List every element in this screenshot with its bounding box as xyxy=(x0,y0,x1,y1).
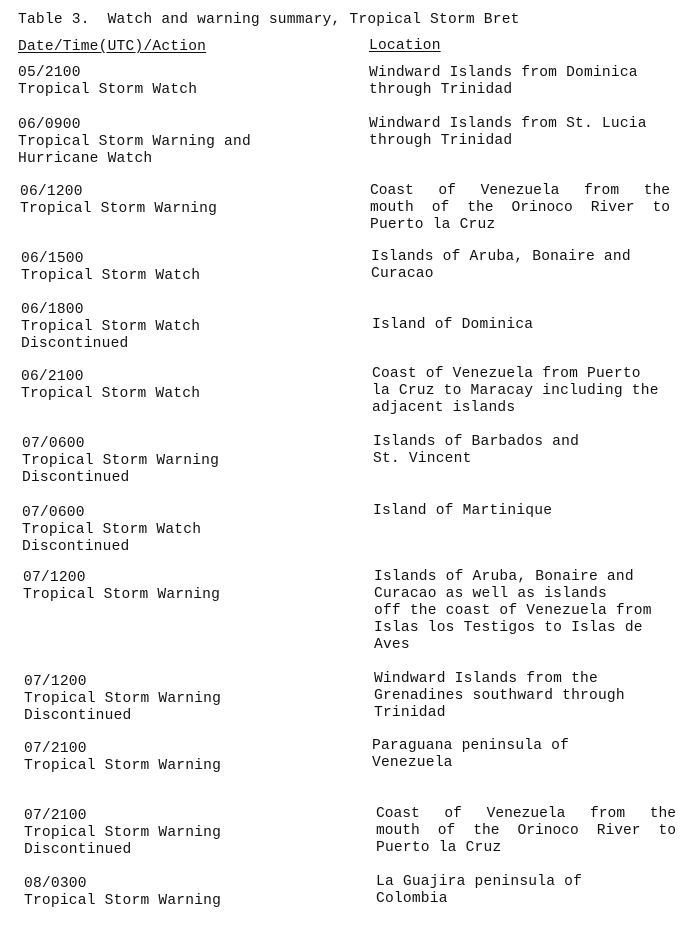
action: Tropical Storm Warning xyxy=(20,201,218,217)
location-line: Aves xyxy=(374,637,410,653)
row-datetime-action xyxy=(18,117,251,168)
location-line: Coast of Venezuela from the xyxy=(376,806,676,822)
location-line: Curacao xyxy=(371,266,434,282)
row-location xyxy=(369,116,647,150)
location-line: through Trinidad xyxy=(369,133,513,149)
location-line: Puerto la Cruz xyxy=(370,217,496,233)
datetime: 06/0900 xyxy=(18,117,81,133)
row-location xyxy=(373,434,579,468)
action: Tropical Storm Warning xyxy=(24,758,222,774)
location-line: Trinidad xyxy=(374,705,446,721)
column-header-location: Location xyxy=(369,38,441,54)
location-line: Puerto la Cruz xyxy=(376,840,502,856)
action: Discontinued xyxy=(21,336,129,352)
action: Tropical Storm Watch xyxy=(21,386,201,402)
action: Discontinued xyxy=(24,708,132,724)
row-datetime-action xyxy=(24,876,221,910)
row-location xyxy=(374,569,652,654)
location-line: Island of Dominica xyxy=(372,317,534,333)
action: Discontinued xyxy=(24,842,132,858)
action: Tropical Storm Warning xyxy=(23,587,221,603)
table-title: Table 3. Watch and warning summary, Tropical Storm Bret xyxy=(18,12,520,28)
row-location xyxy=(373,503,552,520)
location-line: Island of Martinique xyxy=(373,503,553,519)
row-location xyxy=(374,671,625,722)
row-location xyxy=(371,249,631,283)
datetime: 06/1500 xyxy=(21,251,84,267)
row-datetime-action xyxy=(23,570,220,604)
location-line: adjacent islands xyxy=(372,400,516,416)
action: Discontinued xyxy=(22,470,130,486)
row-datetime-action xyxy=(21,251,200,285)
datetime: 07/0600 xyxy=(22,436,85,452)
location-line: la Cruz to Maracay including the xyxy=(372,383,659,399)
location-line: Paraguana peninsula of xyxy=(372,738,570,754)
location-line: Curacao as well as islands xyxy=(374,586,607,602)
datetime: 05/2100 xyxy=(18,65,81,81)
datetime: 06/1800 xyxy=(21,302,84,318)
location-line: Islands of Barbados and xyxy=(373,434,580,450)
row-location xyxy=(372,317,533,334)
location-line: Windward Islands from Dominica xyxy=(369,65,638,81)
row-location xyxy=(369,65,638,99)
action: Tropical Storm Watch xyxy=(21,268,201,284)
location-line: Venezuela xyxy=(372,755,453,771)
datetime: 06/2100 xyxy=(21,369,84,385)
action: Tropical Storm Warning xyxy=(24,691,222,707)
location-line: mouth of the Orinoco River to xyxy=(376,823,676,839)
action: Hurricane Watch xyxy=(18,151,153,167)
action: Tropical Storm Warning and xyxy=(18,134,251,150)
location-line: St. Vincent xyxy=(373,451,472,467)
datetime: 08/0300 xyxy=(24,876,87,892)
location-line: Windward Islands from St. Lucia xyxy=(369,116,647,132)
location-line: Coast of Venezuela from Puerto xyxy=(372,366,641,382)
datetime: 07/2100 xyxy=(24,808,87,824)
location-line: Grenadines southward through xyxy=(374,688,625,704)
row-datetime-action xyxy=(21,302,200,353)
location-line: mouth of the Orinoco River to xyxy=(370,200,670,216)
location-line: Islas los Testigos to Islas de xyxy=(374,620,643,636)
location-line: Colombia xyxy=(376,891,448,907)
action: Tropical Storm Warning xyxy=(22,453,220,469)
action: Tropical Storm Watch xyxy=(22,522,202,538)
action: Tropical Storm Warning xyxy=(24,825,222,841)
location-line: through Trinidad xyxy=(369,82,513,98)
datetime: 07/0600 xyxy=(22,505,85,521)
action: Tropical Storm Warning xyxy=(24,893,222,909)
row-location xyxy=(372,738,569,772)
location-line: off the coast of Venezuela from xyxy=(374,603,652,619)
row-datetime-action xyxy=(24,808,221,859)
row-datetime-action xyxy=(18,65,197,99)
row-location xyxy=(370,183,670,234)
row-datetime-action xyxy=(24,674,221,725)
column-header-datetime-action: Date/Time(UTC)/Action xyxy=(18,39,207,55)
row-datetime-action xyxy=(21,369,200,403)
action: Tropical Storm Watch xyxy=(21,319,201,335)
row-datetime-action xyxy=(20,184,217,218)
datetime: 07/2100 xyxy=(24,741,87,757)
action: Tropical Storm Watch xyxy=(18,82,198,98)
row-datetime-action xyxy=(22,436,219,487)
row-datetime-action xyxy=(24,741,221,775)
datetime: 07/1200 xyxy=(24,674,87,690)
location-line: Islands of Aruba, Bonaire and xyxy=(374,569,634,585)
row-location xyxy=(372,366,659,417)
datetime: 07/1200 xyxy=(23,570,86,586)
row-location xyxy=(376,874,582,908)
location-line: Windward Islands from the xyxy=(374,671,598,687)
location-line: Islands of Aruba, Bonaire and xyxy=(371,249,631,265)
action: Discontinued xyxy=(22,539,130,555)
row-location xyxy=(376,806,676,857)
location-line: Coast of Venezuela from the xyxy=(370,183,670,199)
row-datetime-action xyxy=(22,505,201,556)
location-line: La Guajira peninsula of xyxy=(376,874,583,890)
datetime: 06/1200 xyxy=(20,184,83,200)
